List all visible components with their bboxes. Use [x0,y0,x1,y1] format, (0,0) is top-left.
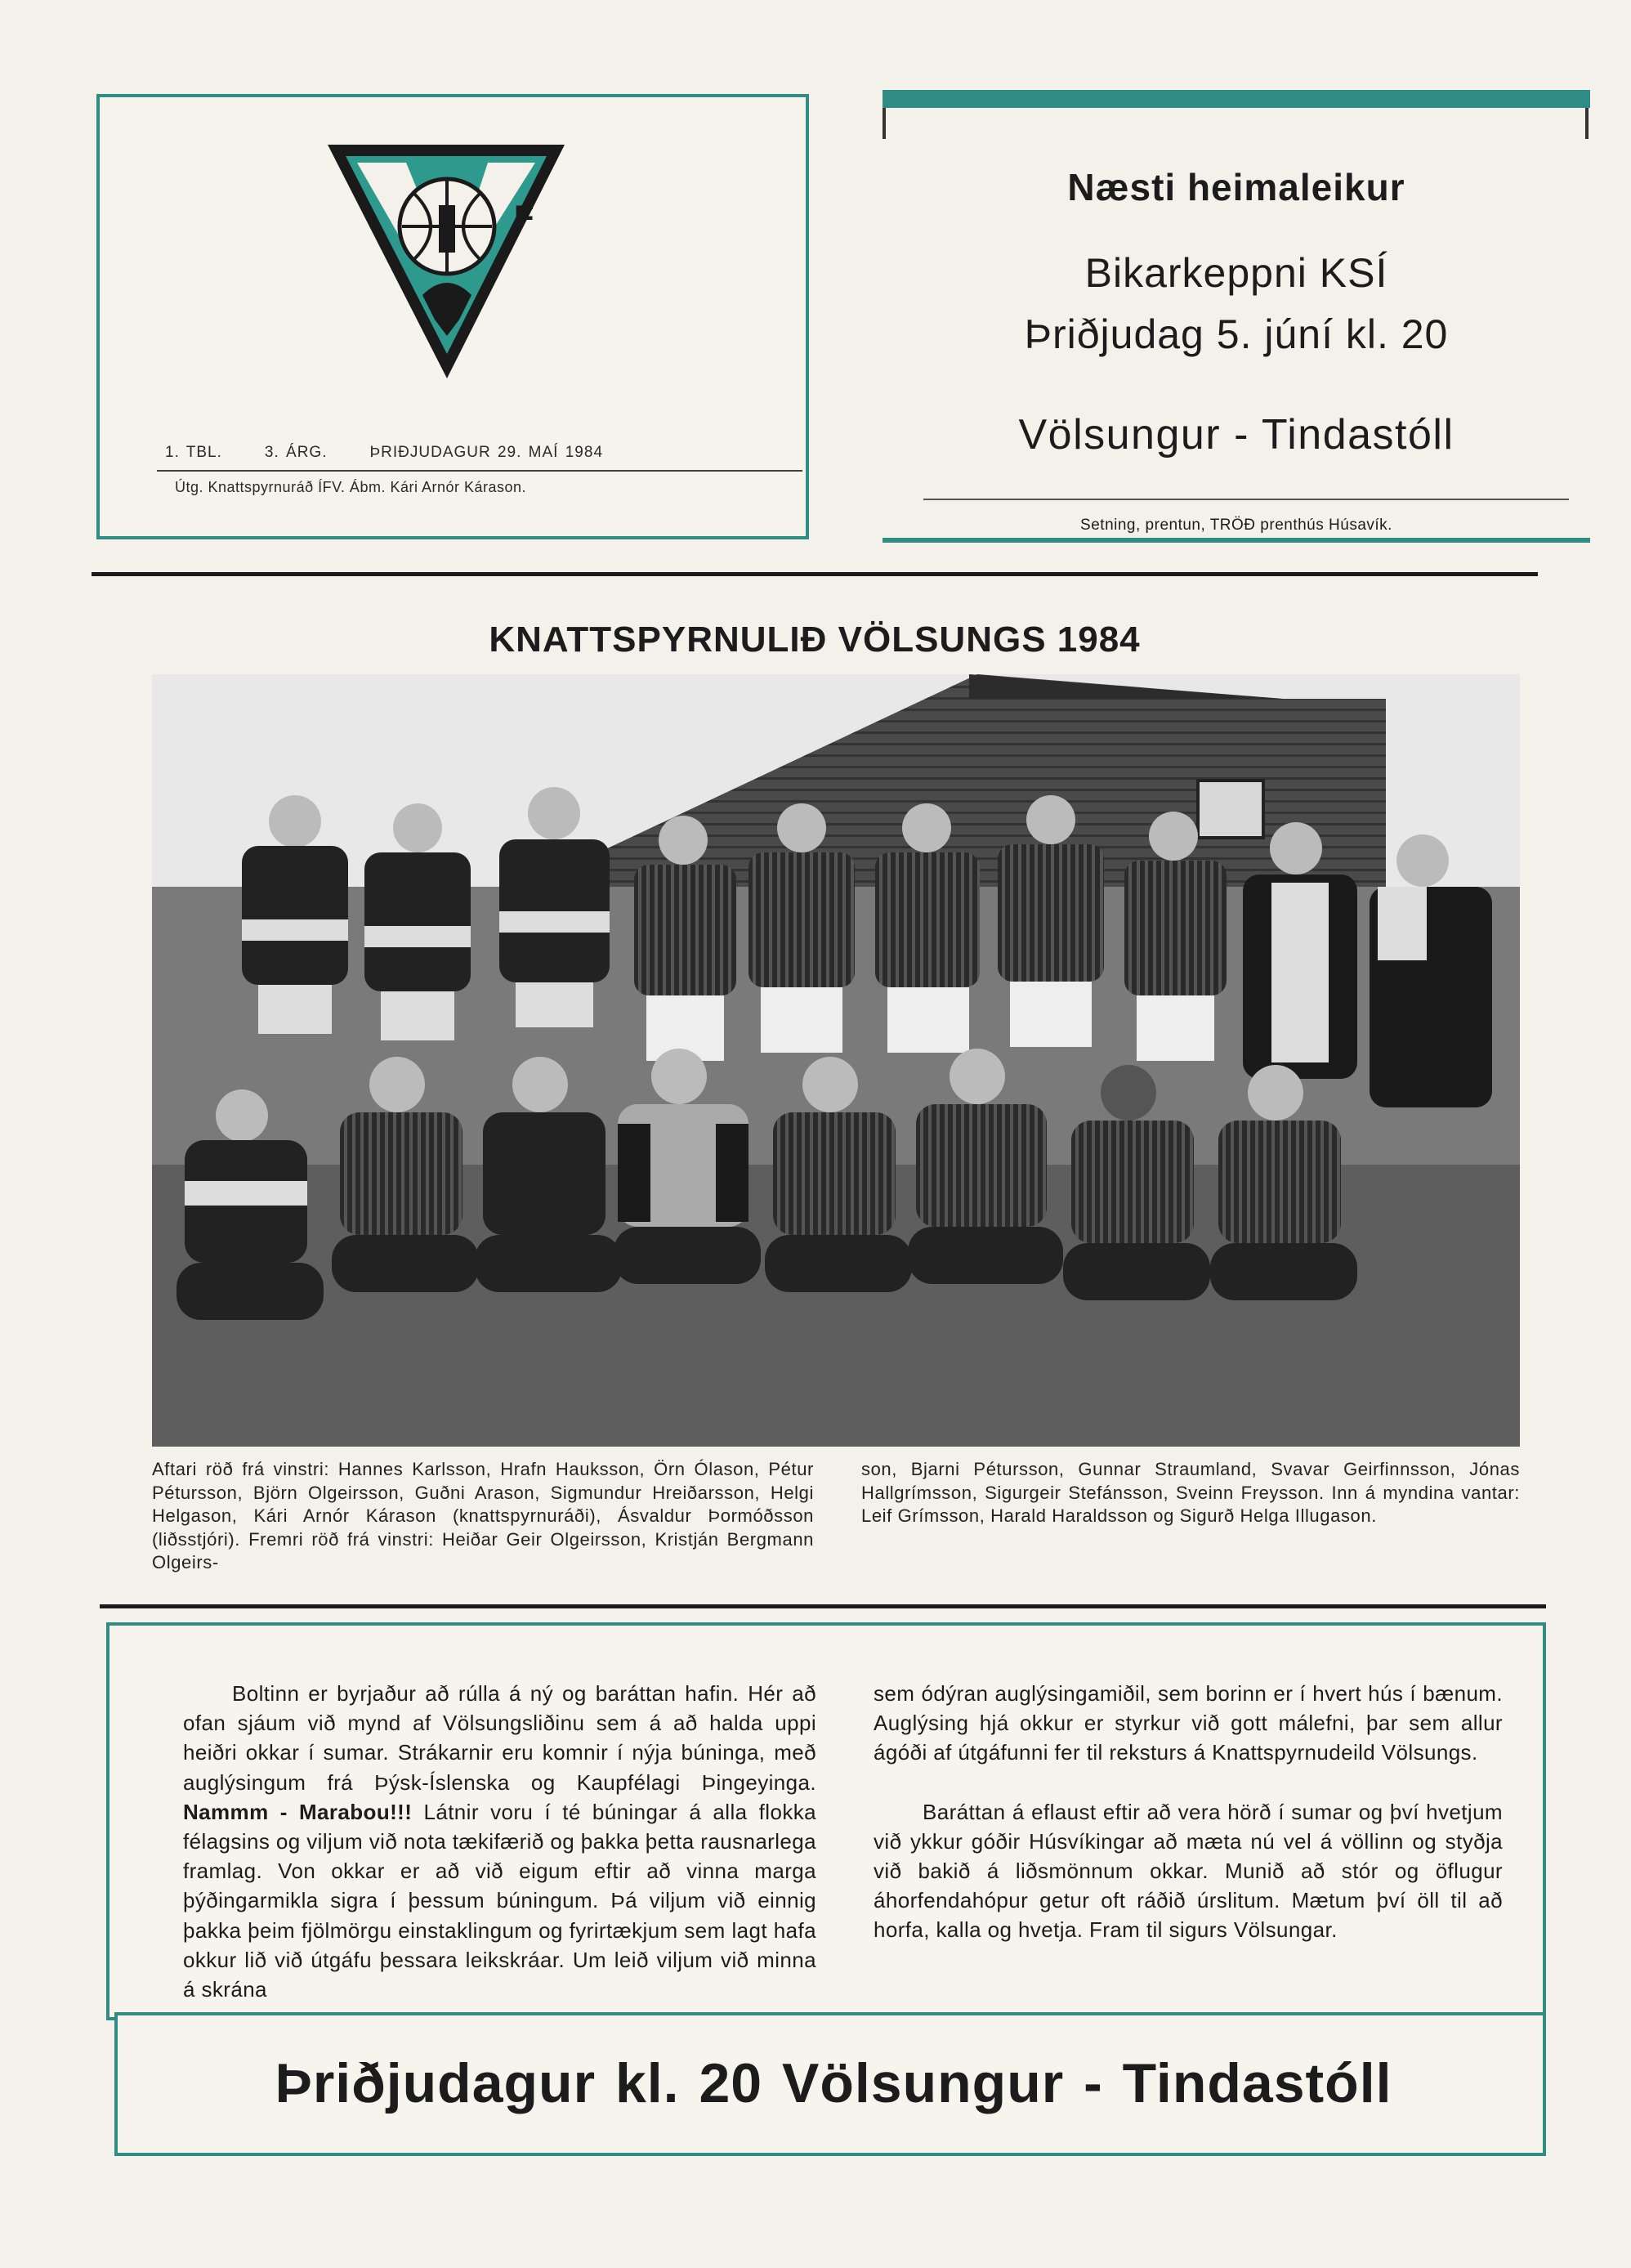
match-banner-text: Þriðjudagur kl. 20 Völsungur - Tindastóll [275,2052,1392,2114]
masthead-divider [157,470,802,472]
team-photo [152,674,1520,1447]
panel-right-edge [1585,108,1589,139]
article-text: Boltinn er byrjaður að rúlla á ný og baráttan hafin. Hér að ofan sjáum við mynd af Völsungsliðinu sem á að halda uppi heiðri okkar í sumar. Strákarnir eru komnir í nýja búninga, með auglýsingum frá Þýsk-Íslenska og Kaupfélagi Þingeyinga. [183,1681,816,1795]
club-logo [324,140,568,385]
printer-credit: Setning, prentun, TRÖÐ prenthús Húsavík. [1080,517,1392,534]
section-divider-top [92,572,1538,576]
next-match-datetime: Þriðjudag 5. júní kl. 20 [1024,311,1449,357]
article-column-2 [874,1679,1503,1945]
next-match-teams: Völsungur - Tindastóll [1018,411,1454,459]
next-match-competition: Bikarkeppni KSÍ [1084,250,1388,296]
panel-left-edge [883,108,886,139]
article-text: Látnir voru í té búningar á alla flokka félagsins og viljum við nota tækifærið og þakka þetta rausnarlega framlag. Von okkar er að við eigum eftir að vinna marga þýðingarmikla sigra í þessum búningum. Þá viljum við einnig þakka þeim fjölmörgu einstaklingum og fyrirtækjum sem lagt hafa okkur lið við útgáfu þessara leikskráar. Um leið viljum við minna á skrána [183,1799,816,2002]
photo-caption-left: Aftari röð frá vinstri: Hannes Karlsson, Hrafn Hauksson, Örn Ólason, Pétur Pétursson, Björn Olgeirsson, Guðni Arason, Sigmundur Hreiðarsson, Helgi Helgason, Kári Arnór Kárason (knattspyrnuráði), Ásvaldur Þormóðsson (liðsstjóri). Fremri röð frá vinstri: Heiðar Geir Olgeirsson, Kristján Bergmann Olgeirs- [152,1459,814,1572]
next-match-heading: Næsti heimaleikur [1067,166,1405,208]
article-paragraph [183,1679,816,2004]
volume-number: 3. ÁRG. [264,444,328,461]
article-column-1 [183,1679,816,2004]
masthead-box [96,94,809,539]
article-box [106,1622,1546,2020]
panel-top-bar [883,90,1590,108]
issue-date: ÞRIÐJUDAGUR 29. MAÍ 1984 [369,444,604,461]
team-photo-illustration [152,674,1520,1447]
photo-caption [152,1458,1520,1597]
article-highlight: Nammm - Marabou!!! [183,1799,413,1824]
section-divider-middle [100,1604,1546,1608]
issue-line [165,444,786,462]
next-home-match-panel [883,90,1590,544]
panel-bottom-bar [883,538,1590,543]
photo-title: KNATTSPYRNULIÐ VÖLSUNGS 1984 [489,620,1141,660]
panel-divider [923,499,1569,500]
issue-number: 1. TBL. [165,444,222,461]
svg-text:F: F [514,199,534,235]
article-paragraph: sem ódýran auglýsingamiðil, sem borinn er í hvert hús í bænum. Auglýsing hjá okkur er styrkur við gott málefni, þar sem allur ágóði af útgáfunni fer til reksturs á Knattspyrnudeild Völsungs. [874,1681,1503,1765]
photo-caption-right: son, Bjarni Pétursson, Gunnar Straumland, Svavar Geirfinnsson, Jónas Hallgrímsson, Sigurgeir Stefánsson, Sveinn Freysson. Inn á myndina vantar: Leif Grímsson, Harald Haraldsson og Sigurð Helga Illugason. [861,1459,1520,1526]
match-banner [114,2012,1546,2156]
article-paragraph: Baráttan á eflaust eftir að vera hörð í sumar og því hvetjum við ykkur góðir Húsvíkingar að mæta nú vel á völlinn og styðja við bakið á liðsmönnum okkar. Munið að stór og öflugur áhorfendahópur getur oft ráðið úrslitum. Mætum því öll til að horfa, kalla og hvetja. Fram til sigurs Völsungar. [874,1799,1503,1943]
publisher-line: Útg. Knattspyrnuráð ÍFV. Ábm. Kári Arnór Kárason. [175,479,527,495]
